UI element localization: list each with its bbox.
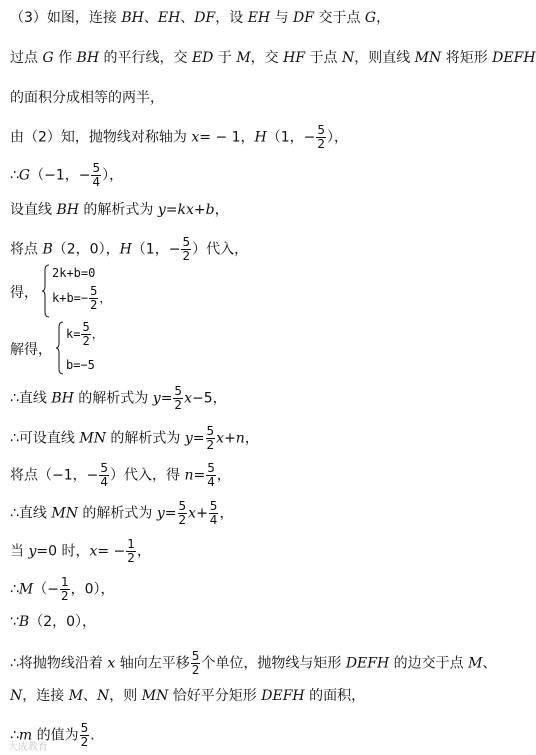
text: = bbox=[160, 390, 173, 407]
text: 作 bbox=[53, 50, 77, 66]
text: b=−5 bbox=[66, 358, 95, 372]
var: y bbox=[184, 430, 193, 447]
line-2 bbox=[10, 48, 536, 68]
var: MN bbox=[414, 50, 442, 66]
var: G bbox=[364, 10, 377, 26]
var: DF bbox=[293, 10, 314, 26]
numerator: 5 bbox=[209, 499, 218, 513]
numerator: 5 bbox=[80, 721, 89, 735]
var: BH bbox=[51, 390, 74, 407]
text: ， bbox=[376, 10, 391, 26]
var: y bbox=[156, 505, 165, 522]
var: DF bbox=[194, 10, 216, 26]
fraction bbox=[99, 462, 109, 489]
text: 2k+b=0 bbox=[52, 266, 96, 280]
text: ∴ bbox=[10, 727, 19, 744]
text: 与 bbox=[270, 10, 294, 26]
var: N bbox=[341, 50, 355, 66]
line-4 bbox=[10, 124, 348, 151]
var: MN bbox=[51, 505, 78, 522]
fraction bbox=[80, 722, 90, 749]
var: x bbox=[188, 505, 197, 522]
text: ， bbox=[136, 543, 151, 560]
brace-icon bbox=[56, 321, 64, 375]
numerator: 5 bbox=[90, 284, 98, 298]
numerator: 5 bbox=[191, 649, 200, 663]
numerator: 5 bbox=[178, 499, 187, 513]
numerator: 5 bbox=[317, 123, 326, 137]
var: N bbox=[97, 688, 110, 704]
text: = − 1， bbox=[199, 129, 255, 146]
text: ，则 bbox=[109, 688, 142, 704]
line-8 bbox=[10, 283, 38, 303]
fraction bbox=[91, 162, 101, 189]
text: ，则直线 bbox=[354, 50, 415, 66]
text: 将点（−1，− bbox=[10, 467, 99, 484]
fraction bbox=[173, 385, 183, 412]
denominator: 2 bbox=[191, 663, 200, 677]
var: x bbox=[184, 390, 192, 407]
text: 当 bbox=[10, 543, 29, 560]
var: H bbox=[254, 129, 267, 146]
line-1 bbox=[10, 8, 390, 28]
var: n bbox=[184, 467, 194, 484]
fraction bbox=[206, 425, 216, 452]
text: 得， bbox=[10, 285, 38, 301]
numerator: 1 bbox=[127, 537, 135, 551]
text: 的平行线，交 bbox=[99, 50, 192, 66]
text: ， bbox=[99, 291, 112, 305]
numerator: 5 bbox=[207, 461, 215, 475]
var: y bbox=[152, 390, 161, 407]
text: ）， bbox=[102, 167, 124, 184]
line-10 bbox=[10, 385, 227, 412]
fraction bbox=[206, 462, 216, 489]
var: EH bbox=[157, 10, 181, 26]
text: ， bbox=[219, 505, 234, 522]
var: DEFH bbox=[345, 655, 390, 672]
text: ∵ bbox=[10, 614, 19, 630]
text: −5， bbox=[191, 390, 227, 407]
denominator: 4 bbox=[207, 475, 215, 489]
numerator: 5 bbox=[82, 320, 90, 334]
numerator: 5 bbox=[182, 235, 191, 249]
text: = − bbox=[97, 543, 126, 560]
system-row bbox=[66, 321, 104, 348]
text: k= bbox=[66, 327, 81, 341]
text: 交于点 bbox=[314, 10, 365, 26]
text: （−1，− bbox=[30, 167, 91, 184]
var: x bbox=[89, 543, 98, 560]
text: ，连接 bbox=[22, 688, 69, 704]
text: （3）如图，连接 bbox=[10, 10, 122, 26]
text: ∴可设直线 bbox=[10, 430, 80, 447]
system-row bbox=[52, 265, 95, 281]
numerator: 1 bbox=[61, 575, 69, 589]
denominator: 2 bbox=[127, 551, 135, 565]
denominator: 2 bbox=[178, 513, 187, 527]
denominator: 4 bbox=[100, 475, 109, 489]
numerator: 5 bbox=[206, 424, 215, 438]
text: ， bbox=[91, 327, 104, 341]
line-12 bbox=[10, 462, 231, 489]
text: 、 bbox=[180, 10, 195, 26]
text: 、 bbox=[143, 10, 158, 26]
line-14 bbox=[10, 538, 151, 565]
var: G bbox=[18, 167, 31, 184]
var: DEFH bbox=[492, 50, 536, 66]
text: 将点 bbox=[10, 241, 43, 258]
brace-icon bbox=[42, 264, 50, 318]
line-16 bbox=[10, 612, 96, 632]
text: ， bbox=[244, 430, 259, 447]
text: （1，− bbox=[131, 241, 181, 258]
text: 的解析式为 bbox=[105, 430, 185, 447]
text: 个单位，抛物线与矩形 bbox=[201, 655, 346, 672]
system-row bbox=[52, 285, 111, 312]
fraction bbox=[89, 285, 98, 312]
var: BH bbox=[56, 202, 79, 218]
fraction bbox=[191, 650, 201, 677]
var: M bbox=[236, 50, 251, 66]
text: . bbox=[90, 727, 95, 744]
fraction bbox=[81, 321, 90, 348]
var: y bbox=[157, 202, 166, 218]
text: ，0）， bbox=[70, 581, 115, 598]
text: ）代入， bbox=[192, 241, 249, 258]
text: 、 bbox=[83, 688, 98, 704]
text: ∴直线 bbox=[10, 505, 52, 522]
text: + bbox=[196, 505, 208, 522]
text: ，设 bbox=[215, 10, 248, 26]
var: HF bbox=[283, 50, 306, 66]
text: ，交 bbox=[250, 50, 284, 66]
numerator: 5 bbox=[100, 461, 109, 475]
text: 轴向左平移 bbox=[115, 655, 190, 672]
text: 设直线 bbox=[10, 202, 57, 218]
var: G bbox=[42, 50, 54, 66]
denominator: 2 bbox=[80, 735, 89, 749]
text: ∴直线 bbox=[10, 390, 52, 407]
text: ∴ bbox=[10, 167, 19, 184]
denominator: 2 bbox=[206, 438, 215, 452]
line-9 bbox=[10, 340, 52, 360]
denominator: 4 bbox=[92, 175, 101, 189]
var: B bbox=[18, 614, 30, 630]
var: H bbox=[119, 241, 132, 258]
numerator: 5 bbox=[92, 161, 101, 175]
var: N bbox=[10, 688, 23, 704]
var: x bbox=[216, 430, 225, 447]
denominator: 4 bbox=[209, 513, 218, 527]
var: b bbox=[205, 202, 215, 218]
fraction bbox=[181, 236, 191, 263]
text: ∴将抛物线沿着 bbox=[10, 655, 108, 672]
text: 、 bbox=[482, 655, 497, 672]
text: 的面积分成相等的两半， bbox=[10, 90, 164, 106]
text: k+b=− bbox=[52, 291, 89, 305]
denominator: 2 bbox=[174, 398, 183, 412]
fraction bbox=[126, 538, 136, 565]
var: DEFH bbox=[261, 688, 305, 704]
text: ∴ bbox=[10, 581, 19, 598]
var: kx bbox=[177, 202, 194, 218]
text: 于 bbox=[213, 50, 237, 66]
numerator: 5 bbox=[174, 384, 183, 398]
text: ， bbox=[214, 202, 229, 218]
denominator: 2 bbox=[317, 137, 326, 151]
fraction bbox=[178, 500, 188, 527]
var: BH bbox=[121, 10, 144, 26]
var: EH bbox=[247, 10, 271, 26]
var: x bbox=[191, 129, 200, 146]
line-6 bbox=[10, 200, 229, 220]
text: 的解析式为 bbox=[78, 202, 158, 218]
text: ， bbox=[216, 467, 231, 484]
text: 过点 bbox=[10, 50, 43, 66]
text: + bbox=[193, 202, 206, 218]
text: （2，0）， bbox=[29, 614, 97, 630]
var: m bbox=[18, 727, 33, 744]
text: = bbox=[165, 202, 178, 218]
line-11 bbox=[10, 425, 259, 452]
var: MN bbox=[141, 688, 169, 704]
equation-system-1 bbox=[42, 264, 122, 318]
line-15 bbox=[10, 576, 115, 603]
text: 于点 bbox=[305, 50, 342, 66]
text: （1，− bbox=[266, 129, 316, 146]
var: x bbox=[107, 655, 116, 672]
var: n bbox=[235, 430, 245, 447]
var: M bbox=[468, 655, 483, 672]
line-7 bbox=[10, 236, 248, 263]
text: 将矩形 bbox=[441, 50, 493, 66]
text: 由（2）知，抛物线对称轴为 bbox=[10, 129, 192, 146]
line-17 bbox=[10, 650, 496, 677]
text: 的面积， bbox=[304, 688, 366, 704]
line-13 bbox=[10, 500, 233, 527]
text: 的边交于点 bbox=[389, 655, 469, 672]
text: + bbox=[224, 430, 236, 447]
text: ）代入，得 bbox=[110, 467, 185, 484]
var: y bbox=[28, 543, 37, 560]
fraction bbox=[316, 124, 326, 151]
denominator: 2 bbox=[182, 249, 191, 263]
line-18 bbox=[10, 686, 365, 706]
text: = bbox=[192, 430, 205, 447]
text: 恰好平分矩形 bbox=[168, 688, 262, 704]
equation-system-2 bbox=[56, 321, 136, 375]
fraction bbox=[209, 500, 219, 527]
text: = bbox=[164, 505, 177, 522]
watermark: 大成教育 bbox=[8, 742, 48, 753]
var: B bbox=[42, 241, 53, 258]
denominator: 2 bbox=[90, 298, 98, 312]
var: BH bbox=[76, 50, 100, 66]
text: ）， bbox=[327, 129, 349, 146]
var: ED bbox=[191, 50, 214, 66]
var: MN bbox=[79, 430, 106, 447]
text: （2，0）， bbox=[52, 241, 120, 258]
var: M bbox=[18, 581, 34, 598]
system-row bbox=[66, 357, 95, 373]
text: 的值为 bbox=[32, 727, 79, 744]
text: 解得， bbox=[10, 342, 52, 358]
text: 的解析式为 bbox=[73, 390, 153, 407]
text: 的解析式为 bbox=[77, 505, 157, 522]
fraction bbox=[60, 576, 70, 603]
var: M bbox=[68, 688, 84, 704]
line-3 bbox=[10, 88, 164, 108]
denominator: 2 bbox=[82, 334, 90, 348]
text: = bbox=[193, 467, 206, 484]
line-5 bbox=[10, 162, 123, 189]
text: =0 时， bbox=[36, 543, 90, 560]
denominator: 2 bbox=[61, 589, 69, 603]
text: （− bbox=[33, 581, 59, 598]
